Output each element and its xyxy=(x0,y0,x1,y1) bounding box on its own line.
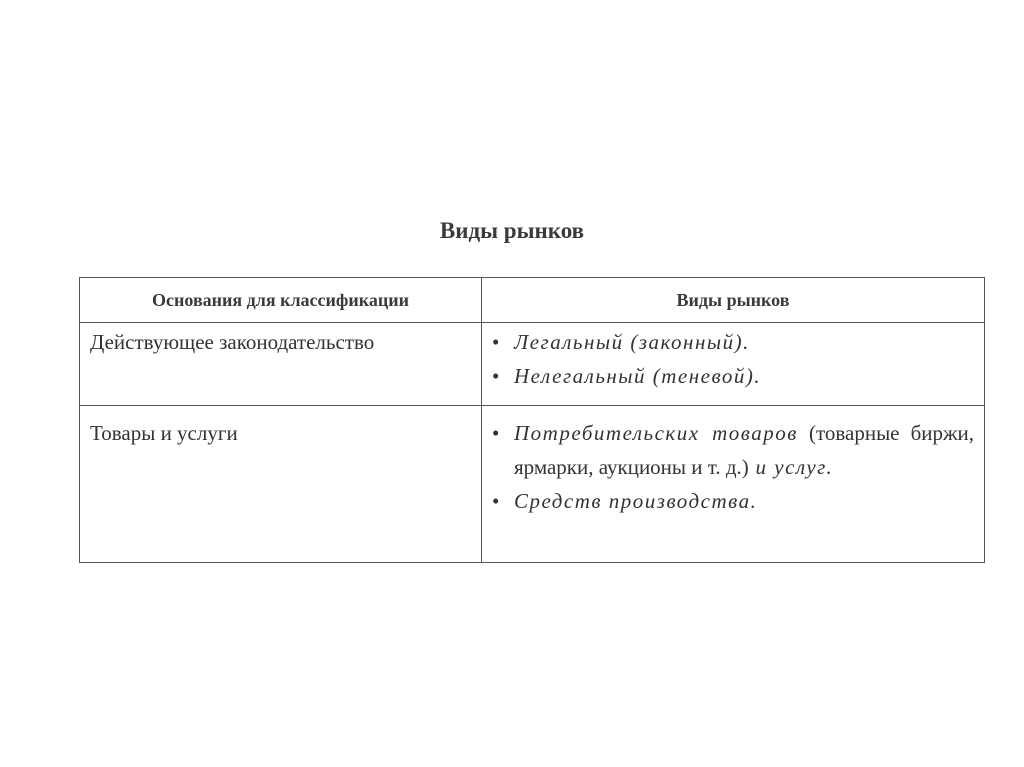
table-title: Виды рынков xyxy=(439,218,585,243)
table-row xyxy=(80,406,985,563)
table-header-row xyxy=(80,278,985,323)
list-item xyxy=(492,359,974,393)
market-type-consumer-goods: Потребительских товаров xyxy=(514,421,798,445)
header-basis: Основания для классификации xyxy=(80,278,482,323)
market-types-list xyxy=(492,416,974,518)
market-types-cell xyxy=(482,406,985,563)
header-market-types: Виды рынков xyxy=(482,278,985,323)
market-type-illegal: Нелегальный (теневой). xyxy=(514,364,762,388)
consumer-goods-examples: (товарные биржи, ярмарки, аукционы и т. д.) xyxy=(514,421,974,479)
market-type-legal: Легальный (законный). xyxy=(514,330,750,354)
list-item xyxy=(492,484,974,518)
list-item xyxy=(492,416,974,484)
market-type-services: и услуг. xyxy=(748,455,834,479)
market-types-cell xyxy=(482,323,985,406)
market-types-list xyxy=(492,325,974,393)
basis-cell: Действующее законодательство xyxy=(80,323,482,406)
table-row xyxy=(80,323,985,406)
list-item xyxy=(492,325,974,359)
market-type-means-of-production: Средств производства. xyxy=(514,489,758,513)
basis-cell: Товары и услуги xyxy=(80,406,482,563)
markets-table xyxy=(79,277,985,563)
